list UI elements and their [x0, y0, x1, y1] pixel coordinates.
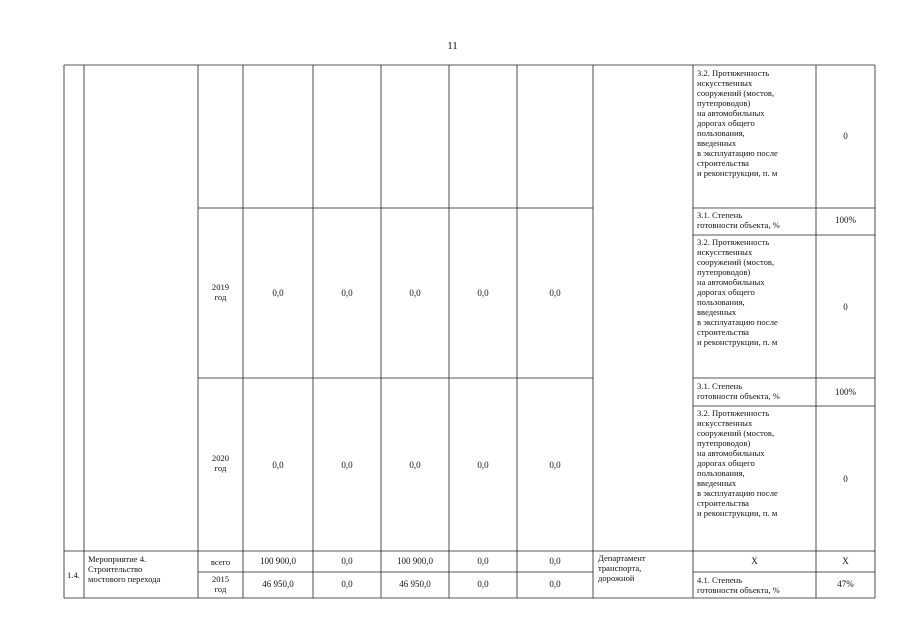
indicator-3-1-text: 3.1. Степень готовности объекта, % — [697, 210, 780, 230]
responsible-department: Департамент транспорта, дорожной — [598, 553, 646, 583]
indicator-4-1-value: 47% — [837, 579, 854, 589]
indicator-3-2-value: 0 — [843, 131, 848, 141]
indicator-3-2-value: 0 — [843, 474, 848, 484]
value-2020-col3: 0,0 — [409, 460, 421, 470]
value-2019-total: 0,0 — [272, 288, 284, 298]
value-2015-col4: 0,0 — [477, 579, 489, 589]
value-2020-col4: 0,0 — [477, 460, 489, 470]
period-2020: 2020 год — [211, 453, 230, 473]
total-indicator-x: X — [751, 556, 758, 566]
total-value-col4: 0,0 — [477, 556, 489, 566]
total-value-col3: 100 900,0 — [397, 556, 433, 566]
value-2020-col2: 0,0 — [341, 460, 353, 470]
page-number: 11 — [447, 40, 458, 52]
indicator-3-2-text: 3.2. Протяженность искусственных сооружений (мостов, путепроводов) на автомобильных дорогах общего пользования, введенных в эксплуатацию после строительства и реконструкции, п. м — [697, 408, 778, 518]
value-2019-col4: 0,0 — [477, 288, 489, 298]
value-2015-col1: 46 950,0 — [262, 579, 294, 589]
total-value-col2: 0,0 — [341, 556, 353, 566]
total-value-col1: 100 900,0 — [260, 556, 296, 566]
indicator-3-1-text: 3.1. Степень готовности объекта, % — [697, 381, 780, 401]
event-name: Мероприятие 4. Строительство мостового перехода — [88, 554, 161, 584]
period-2019: 2019 год — [211, 282, 230, 302]
total-value-col5: 0,0 — [549, 556, 561, 566]
period-total: всего — [210, 557, 231, 567]
indicator-4-1-text: 4.1. Степень готовности объекта, % — [697, 575, 780, 595]
event-number: 1.4. — [67, 570, 80, 580]
value-2015-col2: 0,0 — [341, 579, 353, 589]
value-2020-col5: 0,0 — [549, 460, 561, 470]
indicator-3-1-value: 100% — [835, 387, 856, 397]
value-2020-total: 0,0 — [272, 460, 284, 470]
period-2015: 2015 год — [211, 574, 230, 594]
indicator-3-1-value: 100% — [835, 215, 856, 225]
value-2019-col3: 0,0 — [409, 288, 421, 298]
total-value-x: X — [842, 556, 849, 566]
indicator-3-2-text: 3.2. Протяженность искусственных сооружений (мостов, путепроводов) на автомобильных дорогах общего пользования, введенных в эксплуатацию после строительства и реконструкции, п. м — [697, 237, 778, 347]
value-2019-col2: 0,0 — [341, 288, 353, 298]
value-2019-col5: 0,0 — [549, 288, 561, 298]
indicator-3-2-text: 3.2. Протяженность искусственных сооружений (мостов, путепроводов) на автомобильных дорогах общего пользования, введенных в эксплуатацию после строительства и реконструкции, п. м — [697, 68, 778, 178]
value-2015-col3: 46 950,0 — [399, 579, 431, 589]
value-2015-col5: 0,0 — [549, 579, 561, 589]
indicator-3-2-value: 0 — [843, 302, 848, 312]
